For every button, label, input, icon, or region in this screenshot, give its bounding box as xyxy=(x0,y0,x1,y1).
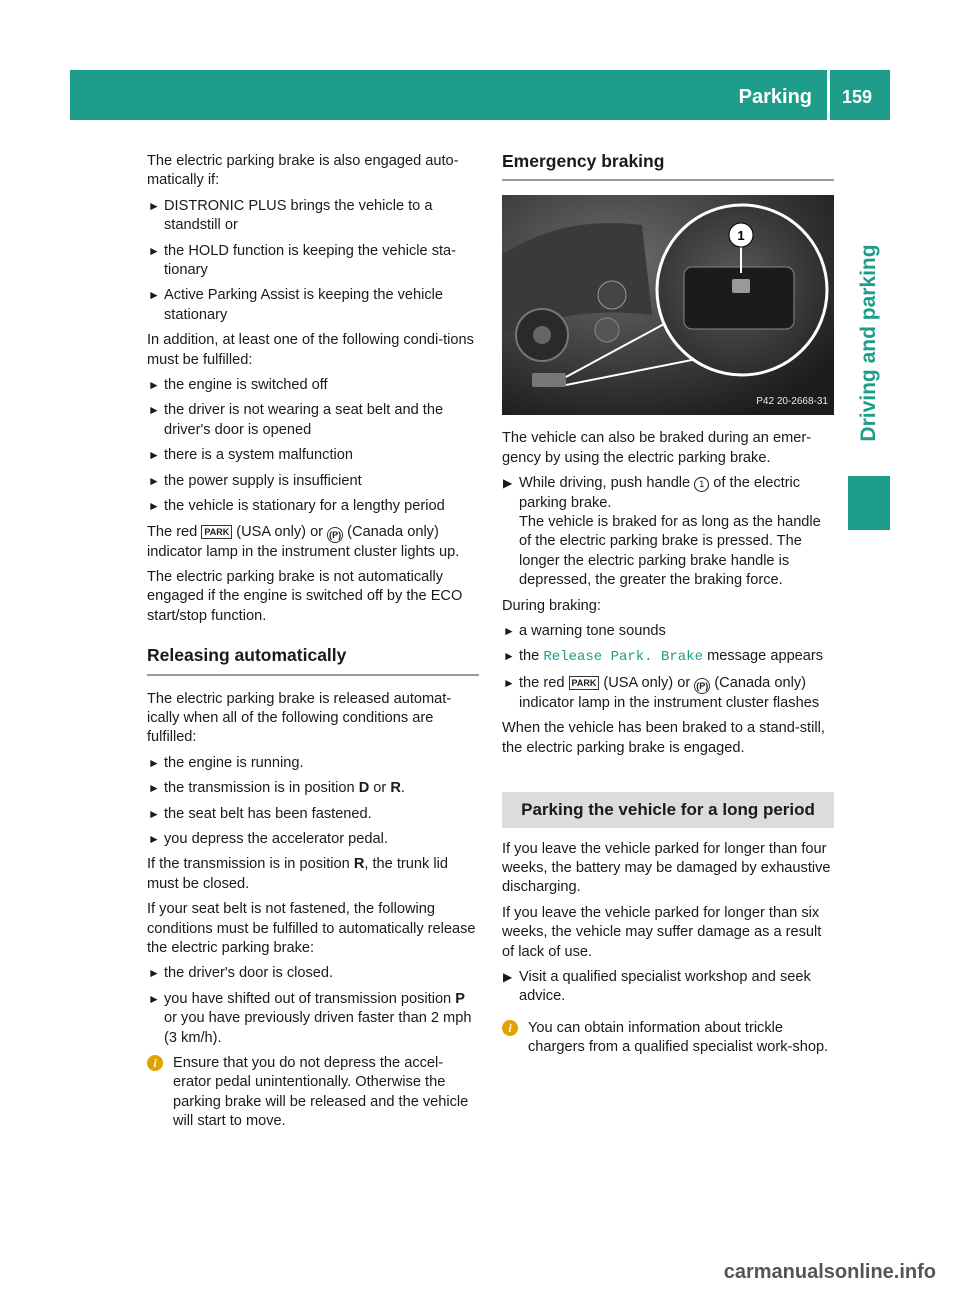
long-period-text-2: If you leave the vehicle parked for longer than six weeks, the vehicle may suffer damage as a result of lack of use. xyxy=(502,904,822,960)
list-item: ► a warning tone sounds xyxy=(502,622,834,641)
bullet-icon: ► xyxy=(148,473,160,488)
emergency-heading: Emergency braking xyxy=(502,152,834,181)
condition-intro: In addition, at least one of the following condi-tions must be fulfilled: xyxy=(147,332,474,368)
page-number: 159 xyxy=(841,87,873,107)
list-item: ► the seat belt has been fastened. xyxy=(147,805,479,824)
figure-callout-1: 1 xyxy=(737,228,745,244)
long-period-heading: Parking the vehicle for a long period xyxy=(502,792,834,827)
handle-number-icon: 1 xyxy=(694,477,709,492)
park-icon: PARK xyxy=(201,525,232,539)
parking-brake-figure xyxy=(502,195,834,415)
bullet-icon: ► xyxy=(148,198,160,213)
list-item: ► the driver is not wearing a seat belt and the driver's door is opened xyxy=(148,402,444,438)
bullet-icon: ► xyxy=(148,991,160,1006)
list-item: ► the power supply is insufficient xyxy=(147,472,479,491)
bullet-icon: ► xyxy=(148,288,160,303)
info-icon: i xyxy=(147,1055,163,1071)
right-column xyxy=(502,152,834,1064)
seatbelt-list xyxy=(147,964,479,1048)
step-item: ▶ While driving, push handle 1 of the electric parking brake. The vehicle is braked for as long as the handle of the electric parking brake is pressed. The longer the electric parking brake handle is depressed, the greater the braking force. xyxy=(503,475,821,589)
header-divider xyxy=(827,70,830,120)
auto-engage-list xyxy=(147,197,479,325)
watermark: carmanualsonline.info xyxy=(723,1261,936,1283)
trunk-text: If the transmission is in position R, the trunk lid must be closed. xyxy=(147,856,448,892)
bullet-icon: ► xyxy=(148,781,160,796)
standstill-text: When the vehicle has been braked to a stand-still, the electric parking brake is engaged. xyxy=(502,720,825,756)
list-item: ► the engine is running. xyxy=(147,754,479,773)
figure-label: P42 20-2668-31 xyxy=(756,396,828,407)
list-item: ► the engine is switched off xyxy=(147,376,479,395)
emergency-intro: The vehicle can also be braked during an emer-gency by using the electric parking brake. xyxy=(502,430,812,466)
info-note: i Ensure that you do not depress the accel-erator pedal unintentionally. Otherwise the parking brake will be released and the vehicle will start to move. xyxy=(147,1054,479,1132)
list-item: ► the vehicle is stationary for a lengthy period xyxy=(147,497,479,516)
bullet-icon: ► xyxy=(148,499,160,514)
releasing-heading: Releasing automatically xyxy=(147,646,479,675)
step-arrow-icon: ▶ xyxy=(503,969,513,984)
condition-list xyxy=(147,376,479,516)
bullet-icon: ► xyxy=(148,378,160,393)
long-period-text-1: If you leave the vehicle parked for longer than four weeks, the battery may be damaged by exhaustive discharging. xyxy=(502,840,831,896)
park-icon: PARK xyxy=(569,676,600,690)
list-item: ► the HOLD function is keeping the vehicle sta-tionary xyxy=(148,242,457,279)
info-icon: i xyxy=(502,1020,518,1036)
bullet-icon: ► xyxy=(148,243,160,258)
parking-brake-canada-icon: (P) xyxy=(694,678,710,694)
indicator-lamp-text: The red PARK (USA only) or (P) (Canada only) indicator lamp in the instrument cluster lights up. xyxy=(147,523,460,560)
parking-brake-canada-icon: (P) xyxy=(327,527,343,543)
during-list xyxy=(502,622,834,713)
seatbelt-intro: If your seat belt is not fastened, the following conditions must be fulfilled to automatically release the electric parking brake: xyxy=(147,901,476,956)
side-tab-label: Driving and parking xyxy=(857,244,880,442)
page-header xyxy=(70,70,890,120)
bullet-icon: ► xyxy=(148,448,160,463)
release-list xyxy=(147,754,479,850)
bullet-icon: ► xyxy=(503,675,515,690)
list-item: ► the Release Park. Brake message appears xyxy=(503,648,824,666)
list-item: ► the driver's door is closed. xyxy=(147,964,479,983)
display-message: Release Park. Brake xyxy=(543,649,703,666)
dashboard-illustration xyxy=(502,195,834,415)
list-item: ► the red PARK (USA only) or (P) (Canada only) indicator lamp in the instrument cluster flashes xyxy=(503,674,820,711)
during-label: During braking: xyxy=(502,597,601,614)
header-section-title: Parking xyxy=(738,86,812,108)
emergency-steps xyxy=(502,474,834,590)
list-item: ► DISTRONIC PLUS brings the vehicle to a standstill or xyxy=(148,197,433,234)
bullet-icon: ► xyxy=(148,755,160,770)
list-item: ► you depress the accelerator pedal. xyxy=(147,830,479,849)
bullet-icon: ► xyxy=(503,649,515,664)
side-tab-marker xyxy=(848,476,890,530)
eco-text: The electric parking brake is not automatically engaged if the engine is switched off by the ECO start/stop function. xyxy=(147,568,463,624)
bullet-icon: ► xyxy=(148,403,160,418)
release-intro: The electric parking brake is released automat-ically when all of the following conditions are fulfilled: xyxy=(147,690,452,746)
long-period-steps xyxy=(502,968,834,1007)
info-note: i You can obtain information about trickle chargers from a qualified specialist work-shop. xyxy=(502,1019,834,1058)
list-item: ► the transmission is in position D or R. xyxy=(147,779,479,798)
bullet-icon: ► xyxy=(503,624,515,639)
list-item: ► there is a system malfunction xyxy=(147,446,479,465)
step-arrow-icon: ▶ xyxy=(503,476,513,491)
bullet-icon: ► xyxy=(148,966,160,981)
left-column xyxy=(147,152,479,1138)
bullet-icon: ► xyxy=(148,806,160,821)
auto-engage-intro: The electric parking brake is also engaged auto-matically if: xyxy=(147,153,459,189)
bullet-icon: ► xyxy=(148,831,160,846)
list-item: ► Active Parking Assist is keeping the vehicle stationary xyxy=(148,287,444,323)
list-item: ► you have shifted out of transmission position P or you have previously driven faster than 2 mph (3 km/h). xyxy=(148,990,472,1046)
step-item: ▶ Visit a qualified specialist workshop and seek advice. xyxy=(503,968,811,1005)
side-tab xyxy=(848,238,890,448)
